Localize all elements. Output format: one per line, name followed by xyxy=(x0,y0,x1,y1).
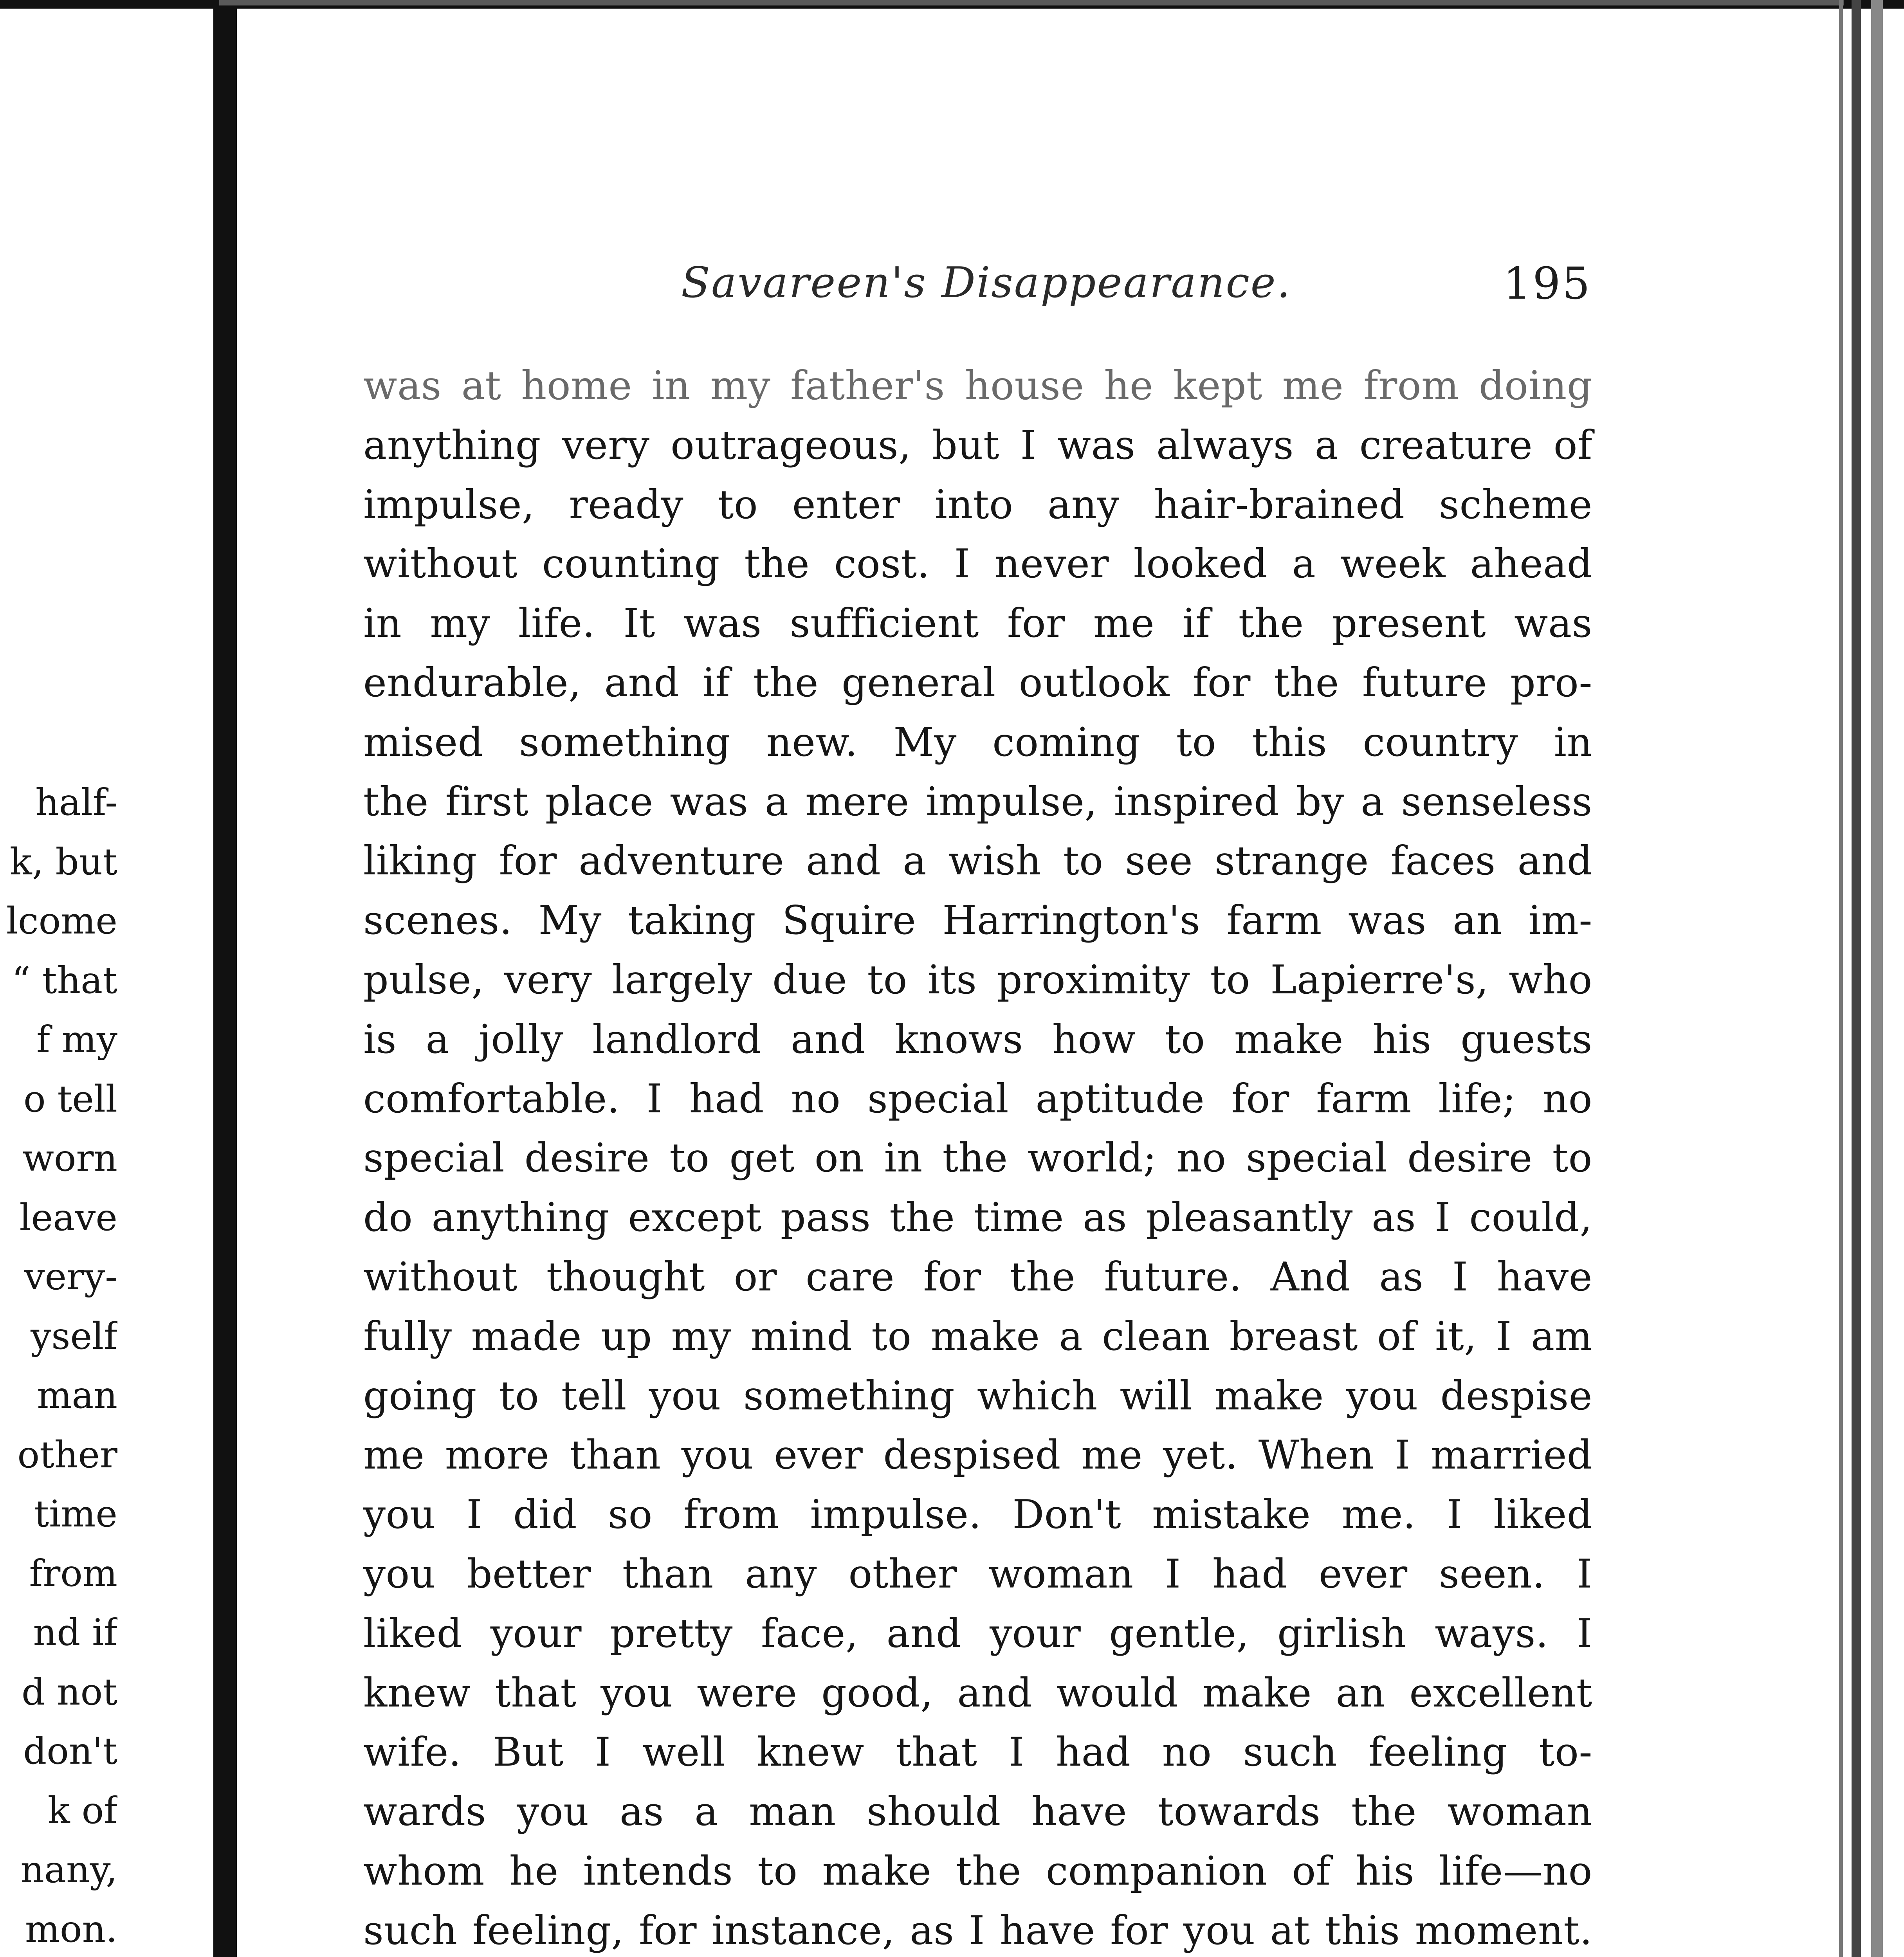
facing-line-fragment: k, but xyxy=(9,840,117,883)
text-line: wife. But I well knew that I had no such feeling to- xyxy=(363,1729,1592,1775)
right-page-edge-outer xyxy=(1871,0,1883,1957)
text-line: the first place was a mere impulse, inspired by a senseless xyxy=(363,778,1592,825)
facing-line-fragment: k of xyxy=(47,1789,117,1832)
text-line: was at home in my father's house he kept me from doing xyxy=(363,362,1592,409)
text-line: you better than any other woman I had ever seen. I xyxy=(363,1550,1592,1597)
text-line: going to tell you something which will make you despise xyxy=(363,1372,1592,1419)
text-line: such feeling, for instance, as I have for you at this moment. xyxy=(363,1907,1592,1953)
facing-line-fragment: man xyxy=(37,1374,117,1417)
text-line: you I did so from impulse. Don't mistake me. I liked xyxy=(363,1491,1592,1538)
text-line: mised something new. My coming to this country in xyxy=(363,719,1592,765)
facing-line-fragment: very- xyxy=(24,1256,117,1298)
facing-line-fragment: from xyxy=(29,1552,117,1595)
facing-line-fragment: yself xyxy=(31,1315,117,1358)
text-line: liked your pretty face, and your gentle, girlish ways. I xyxy=(363,1610,1592,1656)
text-line: is a jolly landlord and knows how to make his guests xyxy=(363,1016,1592,1062)
text-line: knew that you were good, and would make an excellent xyxy=(363,1669,1592,1716)
facing-line-fragment: don't xyxy=(23,1730,117,1773)
facing-line-fragment: time xyxy=(34,1493,117,1535)
facing-line-fragment: lcome xyxy=(6,900,117,942)
top-page-edge xyxy=(219,0,1844,5)
text-line: impulse, ready to enter into any hair-brained scheme xyxy=(363,481,1592,528)
facing-line-fragment: other xyxy=(17,1433,117,1476)
text-line: without thought or care for the future. And as I have xyxy=(363,1253,1592,1300)
binding-gutter xyxy=(213,8,237,1957)
page-number: 195 xyxy=(1503,258,1592,309)
text-line: comfortable. I had no special aptitude for farm life; no xyxy=(363,1075,1592,1122)
facing-line-fragment: leave xyxy=(19,1196,117,1239)
text-line: fully made up my mind to make a clean breast of it, I am xyxy=(363,1313,1592,1359)
body-text xyxy=(363,356,1592,1957)
text-line: without counting the cost. I never looked a week ahead xyxy=(363,541,1592,587)
text-line: scenes. My taking Squire Harrington's farm was an im- xyxy=(363,897,1592,944)
facing-line-fragment: half- xyxy=(35,781,117,824)
text-line: whom he intends to make the companion of his life—no xyxy=(363,1847,1592,1894)
facing-page-text xyxy=(0,773,117,1957)
text-line: liking for adventure and a wish to see strange faces and xyxy=(363,838,1592,884)
facing-line-fragment: nd if xyxy=(33,1611,117,1654)
text-line: wards you as a man should have towards the woman xyxy=(363,1788,1592,1835)
running-title: Savareen's Disappearance. xyxy=(681,258,1292,307)
text-line: do anything except pass the time as pleasantly as I could, xyxy=(363,1194,1592,1241)
text-line: in my life. It was sufficient for me if the present was xyxy=(363,600,1592,647)
facing-line-fragment: d not xyxy=(22,1670,117,1714)
text-line: pulse, very largely due to its proximity to Lapierre's, who xyxy=(363,956,1592,1003)
text-line: anything very outrageous, but I was always a creature of xyxy=(363,422,1592,468)
text-line: special desire to get on in the world; no special desire to xyxy=(363,1135,1592,1181)
facing-line-fragment: f my xyxy=(36,1018,117,1061)
facing-line-fragment: “ that xyxy=(11,959,117,1002)
text-line: endurable, and if the general outlook for the future pro- xyxy=(363,659,1592,706)
right-page-edge xyxy=(1839,0,1843,1957)
facing-line-fragment: o tell xyxy=(23,1078,117,1121)
text-line: me more than you ever despised me yet. When I married xyxy=(363,1432,1592,1478)
right-page-edge-dark xyxy=(1852,0,1861,1957)
facing-line-fragment: worn xyxy=(22,1137,117,1180)
facing-line-fragment: nany, xyxy=(20,1849,117,1891)
facing-line-fragment: mon. xyxy=(25,1908,117,1951)
